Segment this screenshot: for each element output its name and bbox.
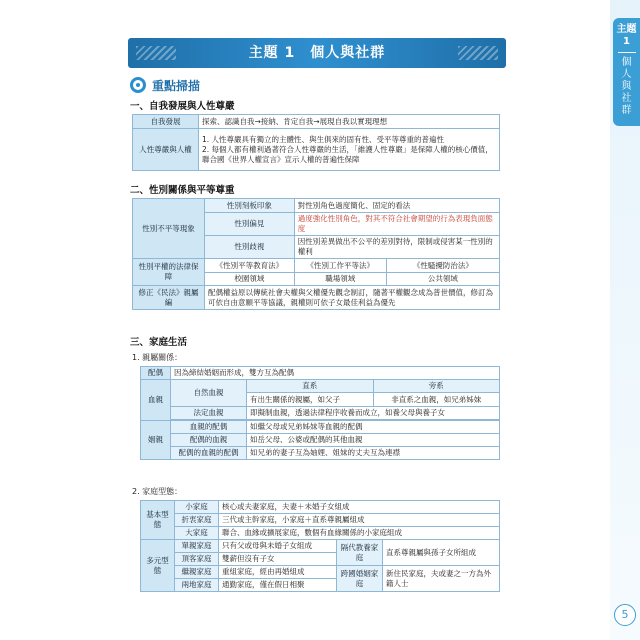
chapter-tab-line3: 個 (621, 57, 632, 68)
in-law-label: 姻親 (141, 421, 171, 460)
nuclear-label: 小家庭 (175, 501, 219, 514)
law-harassment: 《性騷擾防治法》 (386, 259, 499, 273)
direct-header: 直系 (247, 380, 374, 393)
inlaw1-text: 如繼父母或兄弟姊妹等血親的配偶 (247, 421, 500, 434)
law-education: 《性別平等教育法》 (205, 259, 295, 273)
law-work: 《性別工作平等法》 (294, 259, 386, 273)
stereotype-text: 對性別角色過度簡化、固定的看法 (294, 199, 499, 213)
area-public: 公共領域 (386, 273, 499, 286)
extended-label: 大家庭 (175, 527, 219, 540)
self-development-table (132, 114, 500, 171)
inlaw3-label: 配偶的血親的配偶 (171, 447, 247, 460)
chapter-tab-line1: 主題 (616, 24, 637, 35)
inlaw2-text: 如岳父母、公婆或配偶的其他血親 (247, 434, 500, 447)
dignity-cell (199, 129, 500, 171)
chapter-tab-line5: 與 (621, 81, 632, 92)
step-family-text: 重組家庭，經由再婚組成 (219, 566, 337, 579)
discrimination-text: 因性別差異做出不公平的差別對待，限制或侵害某一性別的權利 (294, 236, 499, 259)
extended-text: 聯合、血緣或擴展家庭，數個有血緣關係的小家庭組成 (219, 527, 500, 540)
basic-type-label: 基本型態 (141, 501, 175, 540)
two-place-text: 通勤家庭，僅在假日相聚 (219, 579, 337, 592)
area-workplace: 職場領域 (294, 273, 386, 286)
chapter-tab-line7: 群 (621, 105, 632, 116)
family-type-subheading: 2. 家庭型態： (132, 487, 183, 496)
stem-text: 三代或主幹家庭，小家庭＋直系尊親屬組成 (219, 514, 500, 527)
skip-gen-text: 直系尊親屬與孫子女所組成 (383, 540, 500, 566)
chapter-side-tab (610, 0, 640, 640)
bias-label: 性別偏見 (205, 213, 295, 236)
inequality-label: 性別不平等現象 (133, 199, 205, 259)
page-number: 5 (614, 604, 636, 626)
stem-label: 折衷家庭 (175, 514, 219, 527)
target-icon (130, 77, 146, 93)
inlaw1-label: 血親的配偶 (171, 421, 247, 434)
kinship-table (140, 366, 500, 460)
area-campus: 校園領域 (205, 273, 295, 286)
dink-text: 雙薪但沒有子女 (219, 553, 337, 566)
section2-heading: 二、性別關係與平等尊重 (130, 185, 235, 196)
nuclear-text: 核心或夫妻家庭，夫妻＋未婚子女組成 (219, 501, 500, 514)
gender-table (132, 198, 500, 310)
civil-code-label: 修正《民法》親屬編 (133, 286, 205, 310)
spouse-label: 配偶 (141, 367, 171, 380)
legal-blood-label: 法定血親 (171, 407, 247, 420)
key-points-header (130, 76, 200, 94)
civil-code-text: 配偶權益原以傳統社會夫權與父權優先觀念制訂，隨著平權觀念成為普世價值，修訂為可依自由意願平等協議，親權則可依子女最佳利益為優先 (205, 286, 500, 310)
bias-text: 過度強化性別角色，對其不符合社會期望的行為表現負面態度 (294, 213, 499, 236)
key-points-label: 重點掃描 (152, 78, 201, 93)
dink-label: 頂客家庭 (175, 553, 219, 566)
self-development-label: 自我發展 (133, 115, 199, 129)
step-family-label: 繼親家庭 (175, 566, 219, 579)
single-parent-label: 單親家庭 (175, 540, 219, 553)
natural-blood-label: 自然血親 (171, 380, 247, 407)
inlaw3-text: 如兄弟的妻子互為妯娌、姐妹的丈夫互為連襟 (247, 447, 500, 460)
self-development-text: 探索、認識自我→接納、肯定自我→展現自我以實現理想 (199, 115, 500, 129)
chapter-tab-divider (618, 52, 636, 53)
natural-collateral-text: 非直系之血親，如兄弟姊妹 (373, 393, 500, 407)
stereotype-label: 性別刻板印象 (205, 199, 295, 213)
legal-blood-text: 即擬制血親，透過法律程序收養而成立，如養父母與養子女 (247, 407, 500, 420)
dignity-line1: 1. 人性尊嚴具有獨立的主體性、與生俱來的固有性、受平等尊重的普遍性 (202, 134, 445, 144)
skip-gen-label: 隔代教養家庭 (337, 540, 383, 566)
dignity-line2: 2. 每個人都有權利過著符合人性尊嚴的生活，「維護人性尊嚴」是保障人權的核心價值，聯合國《世界人權宣言》宣示人權的普遍性保障 (202, 144, 493, 164)
chapter-tab-line2: 1 (623, 36, 630, 47)
chapter-tab-line6: 社 (621, 93, 632, 104)
single-parent-text: 只有父或母與未婚子女組成 (219, 540, 337, 553)
discrimination-label: 性別歧視 (205, 236, 295, 259)
section3-heading: 三、家庭生活 (130, 337, 188, 348)
chapter-banner: 主題 1 個人與社群 (128, 38, 506, 68)
cross-national-text: 新住民家庭，夫或妻之一方為外籍人士 (383, 566, 500, 592)
kinship-subheading: 1. 親屬關係： (132, 353, 183, 362)
diverse-type-label: 多元型態 (141, 540, 175, 592)
spouse-text: 因為締結婚姻而形成，雙方互為配偶 (171, 367, 500, 380)
two-place-label: 兩地家庭 (175, 579, 219, 592)
family-type-table (140, 500, 500, 592)
dignity-label: 人性尊嚴與人權 (133, 129, 199, 171)
collateral-header: 旁系 (373, 380, 500, 393)
law-protection-label: 性別平權的法律保障 (133, 259, 205, 286)
inlaw2-label: 配偶的血親 (171, 434, 247, 447)
chapter-tab-block[interactable] (613, 18, 640, 126)
blood-relative-label: 血親 (141, 380, 171, 421)
section1-heading: 一、自我發展與人性尊嚴 (130, 101, 235, 112)
natural-direct-text: 有出生關係的親屬，如父子 (247, 393, 374, 407)
chapter-tab-line4: 人 (621, 69, 632, 80)
cross-national-label: 跨國婚姻家庭 (337, 566, 383, 592)
